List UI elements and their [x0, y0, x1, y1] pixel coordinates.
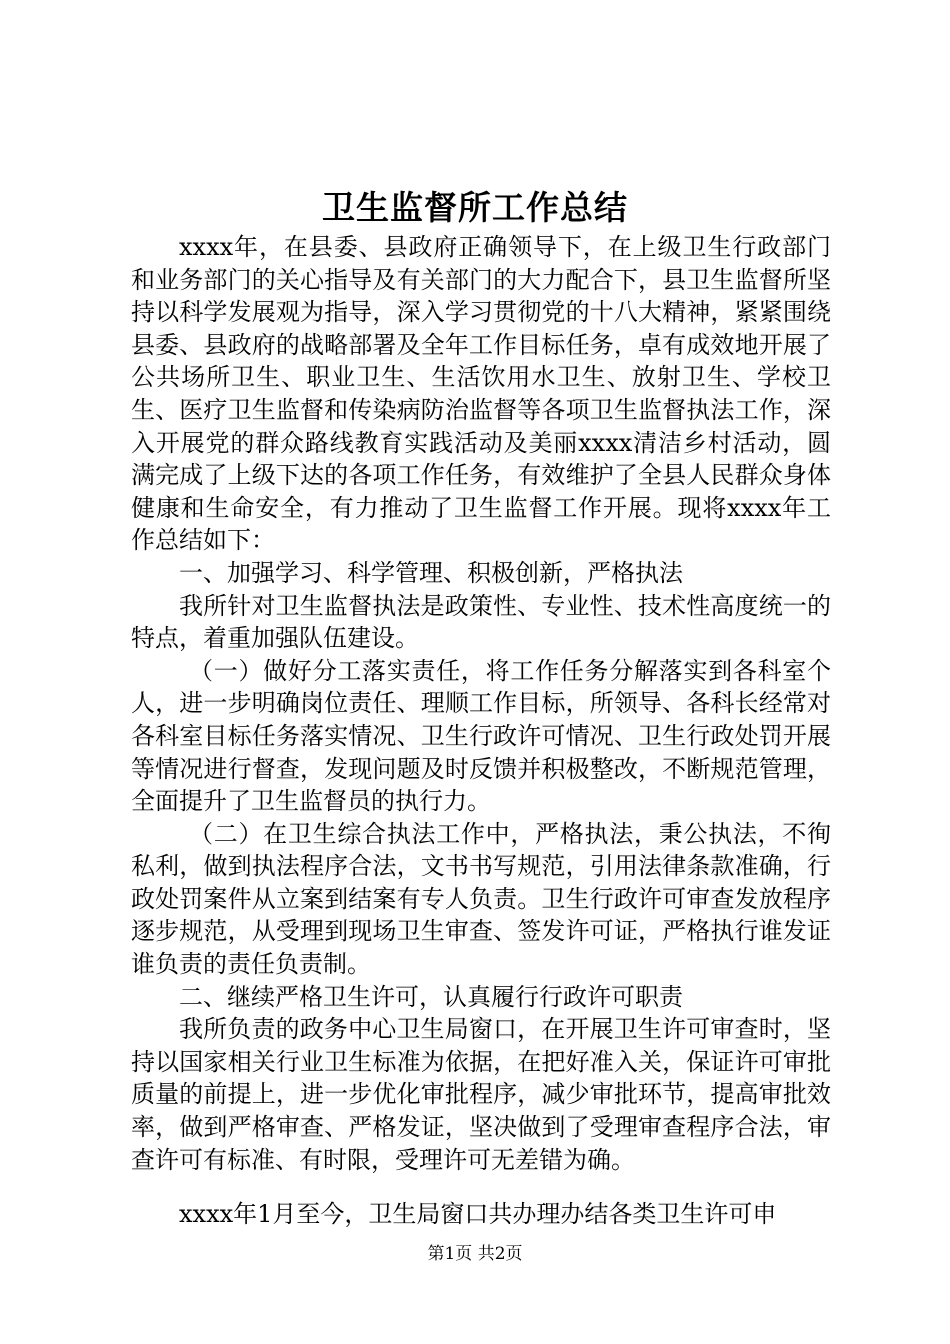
paragraph-gap [131, 1176, 831, 1198]
paragraph-section-2: 我所负责的政务中心卫生局窗口，在开展卫生许可审查时，坚持以国家相关行业卫生标准为依据，在把好准入关，保证许可审批质量的前提上，进一步优化审批程序，减少审批环节，提高审批效率，做到严格审查、严格发证，坚决做到了受理审查程序合法，审查许可有标准、有时限，受理许可无差错为确。 [131, 1015, 831, 1174]
document-title: 卫生监督所工作总结 [322, 188, 628, 227]
paragraph-item-2: （二）在卫生综合执法工作中，严格执法，秉公执法，不徇私利，做到执法程序合法，文书书写规范，引用法律条款准确，行政处罚案件从立案到结案有专人负责。卫生行政许可审查发放程序逐步规范，从受理到现场卫生审查、签发许可证，严格执行谁发证谁负责的责任负责制。 [131, 819, 831, 979]
document-body [131, 231, 831, 1231]
paragraph-statistics: xxxx年1月至今，卫生局窗口共办理办结各类卫生许可申 [179, 1200, 777, 1229]
section-heading-1: 一、加强学习、科学管理、积极创新，严格执法 [179, 558, 683, 587]
paragraph-section-1: 我所针对卫生监督执法是政策性、专业性、技术性高度统一的特点，着重加强队伍建设。 [131, 591, 831, 653]
paragraph-intro: xxxx年，在县委、县政府正确领导下，在上级卫生行政部门和业务部门的关心指导及有关部门的大力配合下，县卫生监督所坚持以科学发展观为指导，深入学习贯彻党的十八大精神，紧紧围绕县委、县政府的战略部署及全年工作目标任务，卓有成效地开展了公共场所卫生、职业卫生、生活饮用水卫生、放射卫生、学校卫生、医疗卫生监督和传染病防治监督等各项卫生监督执法工作，深入开展党的群众路线教育实践活动及美丽xxxx清洁乡村活动，圆满完成了上级下达的各项工作任务，有效维护了全县人民群众身体健康和生命安全，有力推动了卫生监督工作开展。现将xxxx年工作总结如下： [131, 233, 831, 555]
paragraph-item-1: （一）做好分工落实责任，将工作任务分解落实到各科室个人，进一步明确岗位责任、理顺工作目标，所领导、各科长经常对各科室目标任务落实情况、卫生行政许可情况、卫生行政处罚开展等情况进行督查，发现问题及时反馈并积极整改，不断规范管理，全面提升了卫生监督员的执行力。 [131, 656, 831, 816]
page-footer: 第1页 共2页 [427, 1244, 523, 1264]
section-heading-2: 二、继续严格卫生许可，认真履行行政许可职责 [179, 982, 683, 1011]
